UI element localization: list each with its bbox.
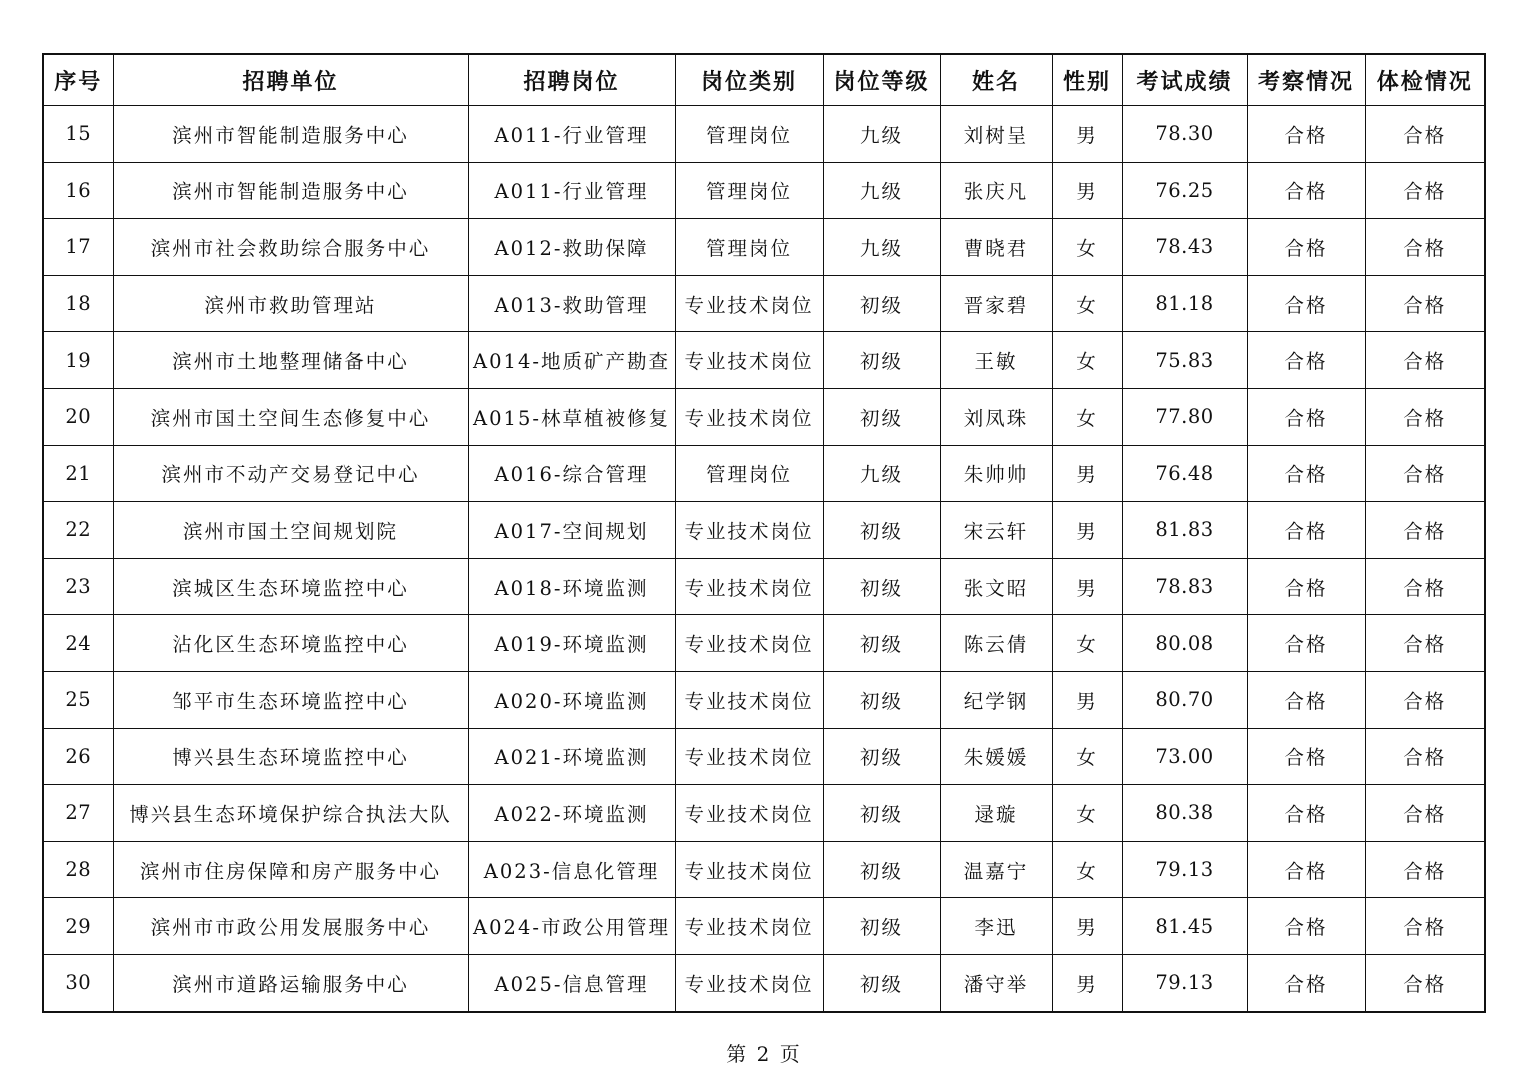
position-cell: A022-环境监测 [468, 785, 675, 842]
medical-status-cell: 合格 [1365, 332, 1485, 389]
serial-number-cell: 24 [43, 615, 113, 672]
serial-number-cell: 20 [43, 388, 113, 445]
serial-number-cell: 19 [43, 332, 113, 389]
exam-score-cell: 78.43 [1122, 219, 1247, 276]
serial-number-cell: 17 [43, 219, 113, 276]
inspection-status-cell: 合格 [1247, 785, 1365, 842]
exam-score-cell: 79.13 [1122, 841, 1247, 898]
table-row [43, 162, 1485, 219]
medical-status-cell: 合格 [1365, 671, 1485, 728]
header-serial-number: 序号 [43, 54, 113, 106]
name-cell: 张文昭 [940, 558, 1052, 615]
recruiting-unit-cell: 滨州市社会救助综合服务中心 [113, 219, 468, 276]
exam-score-cell: 80.70 [1122, 671, 1247, 728]
position-grade-cell: 初级 [823, 558, 940, 615]
position-category-cell: 专业技术岗位 [675, 558, 823, 615]
serial-number-cell: 21 [43, 445, 113, 502]
medical-status-cell: 合格 [1365, 728, 1485, 785]
serial-number-cell: 15 [43, 106, 113, 163]
position-grade-cell: 初级 [823, 275, 940, 332]
medical-status-cell: 合格 [1365, 106, 1485, 163]
name-cell: 刘树呈 [940, 106, 1052, 163]
position-grade-cell: 九级 [823, 106, 940, 163]
position-cell: A024-市政公用管理 [468, 898, 675, 955]
name-cell: 刘凤珠 [940, 388, 1052, 445]
position-cell: A016-综合管理 [468, 445, 675, 502]
exam-score-cell: 77.80 [1122, 388, 1247, 445]
exam-score-cell: 80.38 [1122, 785, 1247, 842]
name-cell: 朱帅帅 [940, 445, 1052, 502]
inspection-status-cell: 合格 [1247, 671, 1365, 728]
position-grade-cell: 初级 [823, 332, 940, 389]
medical-status-cell: 合格 [1365, 162, 1485, 219]
page-number: 第 2 页 [726, 1042, 802, 1066]
position-grade-cell: 初级 [823, 388, 940, 445]
recruiting-unit-cell: 滨州市住房保障和房产服务中心 [113, 841, 468, 898]
table-row [43, 445, 1485, 502]
serial-number-cell: 18 [43, 275, 113, 332]
inspection-status-cell: 合格 [1247, 275, 1365, 332]
table-row [43, 332, 1485, 389]
position-cell: A011-行业管理 [468, 106, 675, 163]
header-position-grade: 岗位等级 [823, 54, 940, 106]
serial-number-cell: 29 [43, 898, 113, 955]
inspection-status-cell: 合格 [1247, 728, 1365, 785]
header-recruiting-unit: 招聘单位 [113, 54, 468, 106]
medical-status-cell: 合格 [1365, 275, 1485, 332]
position-cell: A020-环境监测 [468, 671, 675, 728]
table-row [43, 388, 1485, 445]
position-category-cell: 专业技术岗位 [675, 841, 823, 898]
name-cell: 纪学钢 [940, 671, 1052, 728]
table-row [43, 841, 1485, 898]
medical-status-cell: 合格 [1365, 615, 1485, 672]
position-category-cell: 管理岗位 [675, 106, 823, 163]
header-medical-status: 体检情况 [1365, 54, 1485, 106]
recruiting-unit-cell: 滨城区生态环境监控中心 [113, 558, 468, 615]
position-grade-cell: 初级 [823, 728, 940, 785]
gender-cell: 女 [1052, 275, 1122, 332]
name-cell: 曹晓君 [940, 219, 1052, 276]
recruiting-unit-cell: 滨州市不动产交易登记中心 [113, 445, 468, 502]
recruiting-unit-cell: 滨州市土地整理储备中心 [113, 332, 468, 389]
serial-number-cell: 26 [43, 728, 113, 785]
exam-score-cell: 76.25 [1122, 162, 1247, 219]
inspection-status-cell: 合格 [1247, 615, 1365, 672]
medical-status-cell: 合格 [1365, 219, 1485, 276]
exam-score-cell: 78.83 [1122, 558, 1247, 615]
recruitment-results-table [42, 53, 1486, 1013]
header-name: 姓名 [940, 54, 1052, 106]
position-category-cell: 专业技术岗位 [675, 954, 823, 1011]
position-category-cell: 专业技术岗位 [675, 615, 823, 672]
recruiting-unit-cell: 滨州市国土空间规划院 [113, 502, 468, 559]
name-cell: 逯璇 [940, 785, 1052, 842]
inspection-status-cell: 合格 [1247, 558, 1365, 615]
position-category-cell: 专业技术岗位 [675, 502, 823, 559]
position-grade-cell: 初级 [823, 671, 940, 728]
medical-status-cell: 合格 [1365, 954, 1485, 1011]
position-category-cell: 专业技术岗位 [675, 898, 823, 955]
gender-cell: 男 [1052, 558, 1122, 615]
position-cell: A025-信息管理 [468, 954, 675, 1011]
inspection-status-cell: 合格 [1247, 219, 1365, 276]
recruiting-unit-cell: 邹平市生态环境监控中心 [113, 671, 468, 728]
position-cell: A018-环境监测 [468, 558, 675, 615]
serial-number-cell: 28 [43, 841, 113, 898]
inspection-status-cell: 合格 [1247, 954, 1365, 1011]
gender-cell: 男 [1052, 954, 1122, 1011]
table-row [43, 615, 1485, 672]
position-grade-cell: 九级 [823, 445, 940, 502]
name-cell: 潘守举 [940, 954, 1052, 1011]
position-cell: A011-行业管理 [468, 162, 675, 219]
position-grade-cell: 初级 [823, 615, 940, 672]
inspection-status-cell: 合格 [1247, 898, 1365, 955]
position-category-cell: 管理岗位 [675, 162, 823, 219]
header-position-category: 岗位类别 [675, 54, 823, 106]
gender-cell: 男 [1052, 898, 1122, 955]
position-grade-cell: 初级 [823, 954, 940, 1011]
recruiting-unit-cell: 滨州市市政公用发展服务中心 [113, 898, 468, 955]
name-cell: 宋云轩 [940, 502, 1052, 559]
inspection-status-cell: 合格 [1247, 106, 1365, 163]
name-cell: 王敏 [940, 332, 1052, 389]
recruiting-unit-cell: 博兴县生态环境保护综合执法大队 [113, 785, 468, 842]
exam-score-cell: 80.08 [1122, 615, 1247, 672]
name-cell: 温嘉宁 [940, 841, 1052, 898]
table-header-row [43, 54, 1485, 106]
gender-cell: 女 [1052, 219, 1122, 276]
header-exam-score: 考试成绩 [1122, 54, 1247, 106]
position-grade-cell: 初级 [823, 502, 940, 559]
table-row [43, 558, 1485, 615]
position-cell: A012-救助保障 [468, 219, 675, 276]
position-cell: A021-环境监测 [468, 728, 675, 785]
gender-cell: 男 [1052, 671, 1122, 728]
position-grade-cell: 初级 [823, 785, 940, 842]
position-category-cell: 管理岗位 [675, 445, 823, 502]
gender-cell: 男 [1052, 162, 1122, 219]
position-grade-cell: 九级 [823, 219, 940, 276]
position-category-cell: 专业技术岗位 [675, 332, 823, 389]
gender-cell: 女 [1052, 841, 1122, 898]
medical-status-cell: 合格 [1365, 445, 1485, 502]
inspection-status-cell: 合格 [1247, 332, 1365, 389]
position-category-cell: 专业技术岗位 [675, 275, 823, 332]
serial-number-cell: 25 [43, 671, 113, 728]
recruiting-unit-cell: 滨州市救助管理站 [113, 275, 468, 332]
table-row [43, 898, 1485, 955]
recruiting-unit-cell: 滨州市智能制造服务中心 [113, 162, 468, 219]
gender-cell: 男 [1052, 106, 1122, 163]
exam-score-cell: 81.83 [1122, 502, 1247, 559]
medical-status-cell: 合格 [1365, 898, 1485, 955]
name-cell: 朱媛媛 [940, 728, 1052, 785]
name-cell: 晋家碧 [940, 275, 1052, 332]
exam-score-cell: 75.83 [1122, 332, 1247, 389]
inspection-status-cell: 合格 [1247, 502, 1365, 559]
name-cell: 李迅 [940, 898, 1052, 955]
serial-number-cell: 30 [43, 954, 113, 1011]
position-cell: A015-林草植被修复 [468, 388, 675, 445]
recruiting-unit-cell: 滨州市道路运输服务中心 [113, 954, 468, 1011]
serial-number-cell: 22 [43, 502, 113, 559]
recruiting-unit-cell: 滨州市智能制造服务中心 [113, 106, 468, 163]
table-row [43, 106, 1485, 163]
position-cell: A019-环境监测 [468, 615, 675, 672]
position-cell: A017-空间规划 [468, 502, 675, 559]
position-cell: A023-信息化管理 [468, 841, 675, 898]
table-row [43, 785, 1485, 842]
position-category-cell: 专业技术岗位 [675, 728, 823, 785]
position-grade-cell: 初级 [823, 898, 940, 955]
serial-number-cell: 27 [43, 785, 113, 842]
position-category-cell: 管理岗位 [675, 219, 823, 276]
gender-cell: 男 [1052, 445, 1122, 502]
recruiting-unit-cell: 沾化区生态环境监控中心 [113, 615, 468, 672]
serial-number-cell: 16 [43, 162, 113, 219]
header-position: 招聘岗位 [468, 54, 675, 106]
name-cell: 陈云倩 [940, 615, 1052, 672]
inspection-status-cell: 合格 [1247, 388, 1365, 445]
medical-status-cell: 合格 [1365, 841, 1485, 898]
table-body [43, 106, 1485, 1012]
exam-score-cell: 81.18 [1122, 275, 1247, 332]
recruiting-unit-cell: 滨州市国土空间生态修复中心 [113, 388, 468, 445]
position-category-cell: 专业技术岗位 [675, 671, 823, 728]
table-row [43, 728, 1485, 785]
recruiting-unit-cell: 博兴县生态环境监控中心 [113, 728, 468, 785]
results-sheet [42, 53, 1484, 1013]
gender-cell: 女 [1052, 615, 1122, 672]
position-grade-cell: 九级 [823, 162, 940, 219]
exam-score-cell: 73.00 [1122, 728, 1247, 785]
inspection-status-cell: 合格 [1247, 841, 1365, 898]
inspection-status-cell: 合格 [1247, 162, 1365, 219]
position-category-cell: 专业技术岗位 [675, 388, 823, 445]
position-cell: A014-地质矿产勘查 [468, 332, 675, 389]
exam-score-cell: 79.13 [1122, 954, 1247, 1011]
medical-status-cell: 合格 [1365, 558, 1485, 615]
medical-status-cell: 合格 [1365, 785, 1485, 842]
header-inspection-status: 考察情况 [1247, 54, 1365, 106]
table-row [43, 219, 1485, 276]
gender-cell: 女 [1052, 785, 1122, 842]
exam-score-cell: 81.45 [1122, 898, 1247, 955]
medical-status-cell: 合格 [1365, 502, 1485, 559]
exam-score-cell: 78.30 [1122, 106, 1247, 163]
gender-cell: 女 [1052, 728, 1122, 785]
position-cell: A013-救助管理 [468, 275, 675, 332]
table-row [43, 275, 1485, 332]
header-gender: 性别 [1052, 54, 1122, 106]
table-row [43, 502, 1485, 559]
medical-status-cell: 合格 [1365, 388, 1485, 445]
position-category-cell: 专业技术岗位 [675, 785, 823, 842]
table-row [43, 671, 1485, 728]
serial-number-cell: 23 [43, 558, 113, 615]
gender-cell: 女 [1052, 332, 1122, 389]
position-grade-cell: 初级 [823, 841, 940, 898]
inspection-status-cell: 合格 [1247, 445, 1365, 502]
name-cell: 张庆凡 [940, 162, 1052, 219]
table-row [43, 954, 1485, 1011]
gender-cell: 男 [1052, 502, 1122, 559]
exam-score-cell: 76.48 [1122, 445, 1247, 502]
gender-cell: 女 [1052, 388, 1122, 445]
